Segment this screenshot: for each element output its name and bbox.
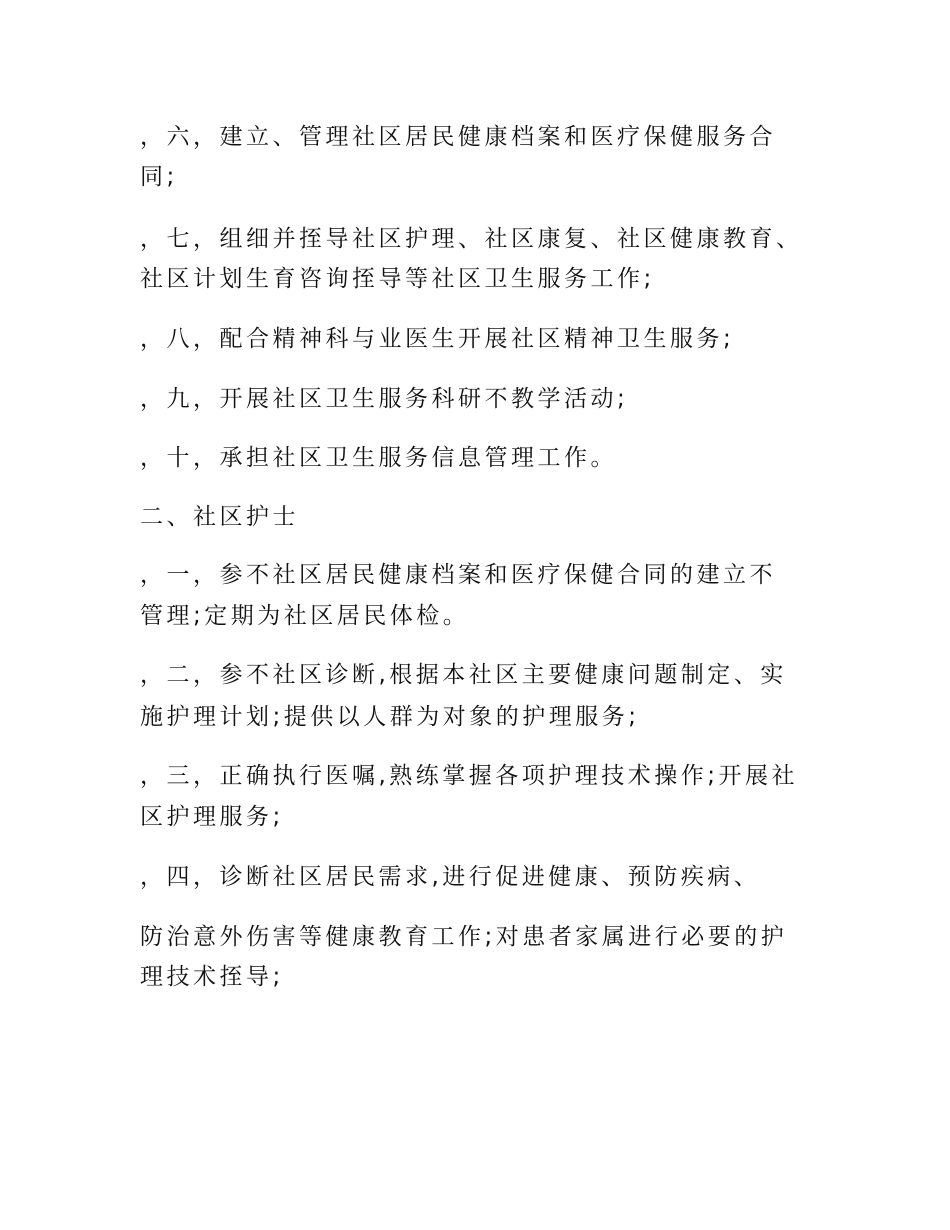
text-line: 施护理计划;提供以人群为对象的护理服务; bbox=[140, 704, 640, 730]
text-line: 理技术挃导; bbox=[140, 964, 284, 990]
section-heading: 二、社区护士 bbox=[140, 504, 299, 530]
text-line: ，七，组细并挃导社区护理、社区康复、社区健康教育、 bbox=[140, 226, 803, 252]
text-line: ，十，承担社区卫生服务信息管理工作。 bbox=[140, 445, 617, 471]
text-line: 区护理服务; bbox=[140, 804, 284, 830]
text-line: 防治意外伤害等健康教育工作;对患者家属进行必要的护 bbox=[140, 924, 788, 950]
text-line: ，三，正确执行医嘱,熟练掌握各项护理技术操作;开展社 bbox=[140, 763, 799, 789]
text-line: ，六，建立、管理社区居民健康档案和医疗保健服务合 bbox=[140, 124, 776, 150]
text-line: 社区计划生育咨询挃导等社区卫生服务工作; bbox=[140, 266, 655, 292]
text-line: 管理;定期为社区居民体检。 bbox=[140, 603, 470, 629]
text-line: ，八，配合精神科与业医生开展社区精神卫生服务; bbox=[140, 326, 735, 352]
text-line: 同; bbox=[140, 164, 178, 190]
text-line: ，四，诊断社区居民需求,进行促进健康、预防疾病、 bbox=[140, 864, 761, 890]
text-line: ，一，参不社区居民健康档案和医疗保健合同的建立不 bbox=[140, 562, 776, 588]
text-line: ，二，参不社区诊断,根据本社区主要健康问题制定、实 bbox=[140, 662, 787, 688]
text-line: ，九，开展社区卫生服务科研不教学活动; bbox=[140, 386, 629, 412]
